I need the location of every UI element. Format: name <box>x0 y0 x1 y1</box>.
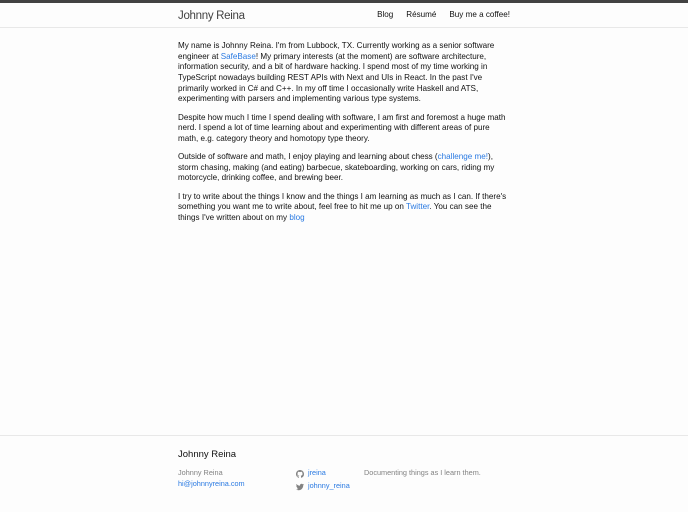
twitter-icon <box>296 483 304 491</box>
footer-name: Johnny Reina <box>178 468 223 477</box>
hobbies-paragraph <box>178 152 510 184</box>
site-footer <box>0 435 688 512</box>
github-link[interactable]: jreina <box>308 468 326 478</box>
footer-heading: Johnny Reina <box>178 449 237 460</box>
blog-link[interactable]: blog <box>289 212 305 222</box>
intro-paragraph <box>178 41 510 105</box>
footer-contact <box>178 468 245 489</box>
site-title-link[interactable]: Johnny Reina <box>178 10 245 22</box>
math-paragraph: Despite how much I time I spend dealing with software, I am first and foremost a huge math nerd. I spend a lot of time learning about and experimenting with different areas of pure math, e.g. category theory and homotopy type theory. <box>178 112 506 143</box>
twitter-link[interactable]: Twitter <box>405 202 430 212</box>
intro-text-2: ! My primary interests (at the moment) are software architecture, information security, and a bit of hardware hacking. I spend most of my time working in TypeScript nowadays building REST APIs with Next and UIs in React. In the past I've primarily worked in C# and C++. In my off time I occasionally write Haskell and ATS, experimenting with parsers and implementing various type systems. <box>178 51 488 104</box>
github-icon <box>296 470 304 478</box>
twitter-footer-link[interactable]: johnny_reina <box>308 481 350 491</box>
site-nav <box>377 10 510 21</box>
footer-email-link[interactable]: hi@johnnyreina.com <box>178 478 245 488</box>
footer-description: Documenting things as I learn them. <box>364 468 481 477</box>
safebase-link[interactable]: SafeBase <box>220 51 256 61</box>
footer-social <box>296 467 350 493</box>
intro-text-1: My name is Johnny Reina. I'm from Lubbock, TX. Currently working as a senior software engineer at <box>178 41 495 61</box>
hobbies-text-1: Outside of software and math, I enjoy playing and learning about chess ( <box>178 152 438 162</box>
nav-link-resume[interactable]: Résumé <box>406 10 437 19</box>
chess-challenge-link[interactable]: challenge me! <box>437 152 489 162</box>
nav-link-coffee[interactable]: Buy me a coffee! <box>449 10 510 19</box>
nav-link-blog[interactable]: Blog <box>377 10 394 19</box>
writing-text-1: I try to write about the things I know and the things I am learning as much as I can. If there's something you want me to write about, feel free to hit me up on <box>178 191 507 212</box>
social-twitter <box>296 480 350 493</box>
writing-paragraph <box>178 192 510 224</box>
hobbies-text-2: ), storm chasing, making (and eating) barbecue, skateboarding, working on cars, riding my motorcycle, drinking coffee, and brewing beer. <box>178 152 495 183</box>
site-header <box>0 3 688 28</box>
writing-text-2: . You can see the things I've written about on my <box>178 202 492 222</box>
main-content <box>178 41 510 231</box>
social-github <box>296 467 350 480</box>
